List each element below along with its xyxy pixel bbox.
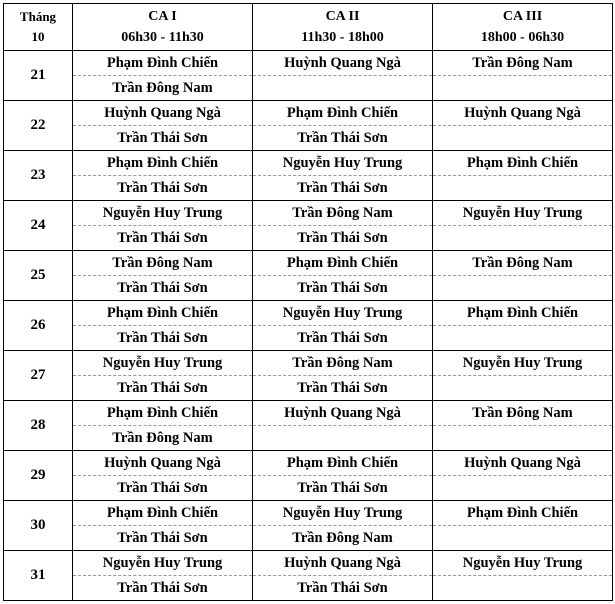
shift-header-ca1 bbox=[73, 4, 253, 51]
shift-cell-ca2 bbox=[253, 151, 433, 201]
shift-cell-ca2 bbox=[253, 51, 433, 101]
shift-cell-ca1 bbox=[73, 201, 253, 251]
secondary-staff-name: Trần Thái Sơn bbox=[117, 330, 208, 346]
primary-staff-name: Trần Đông Nam bbox=[253, 351, 432, 376]
secondary-staff-name bbox=[433, 426, 612, 450]
primary-staff-name: Huỳnh Quang Ngà bbox=[433, 451, 612, 476]
secondary-staff-name: Trần Thái Sơn bbox=[297, 580, 388, 596]
secondary-staff-name: Trần Đông Nam bbox=[112, 430, 213, 446]
primary-staff-name: Trần Đông Nam bbox=[433, 401, 612, 426]
shift-cell-ca1 bbox=[73, 301, 253, 351]
day-cell: 30 bbox=[4, 501, 73, 551]
primary-staff-name: Huỳnh Quang Ngà bbox=[253, 401, 432, 426]
day-cell: 25 bbox=[4, 251, 73, 301]
primary-staff-name: Phạm Đình Chiến bbox=[73, 401, 252, 426]
primary-staff-name: Phạm Đình Chiến bbox=[433, 301, 612, 326]
secondary-staff-name: Trần Thái Sơn bbox=[297, 380, 388, 396]
day-cell: 28 bbox=[4, 401, 73, 451]
secondary-staff-name: Trần Thái Sơn bbox=[297, 280, 388, 296]
primary-staff-name: Nguyễn Huy Trung bbox=[73, 351, 252, 376]
shift-name: CA II bbox=[325, 9, 360, 24]
shift-cell-ca2 bbox=[253, 301, 433, 351]
secondary-staff-name: Trần Thái Sơn bbox=[297, 330, 388, 346]
primary-staff-name: Nguyễn Huy Trung bbox=[433, 551, 612, 576]
primary-staff-name: Nguyễn Huy Trung bbox=[253, 151, 432, 176]
secondary-staff-name bbox=[433, 326, 612, 350]
shift-cell-ca3 bbox=[433, 301, 613, 351]
secondary-staff-name: Trần Thái Sơn bbox=[117, 180, 208, 196]
secondary-staff-name: Trần Đông Nam bbox=[112, 80, 213, 96]
secondary-staff-name bbox=[433, 576, 612, 600]
shift-cell-ca1 bbox=[73, 351, 253, 401]
secondary-staff-name bbox=[433, 476, 612, 500]
primary-staff-name: Trần Đông Nam bbox=[433, 251, 612, 276]
table-row bbox=[4, 51, 613, 101]
primary-staff-name: Phạm Đình Chiến bbox=[73, 301, 252, 326]
secondary-staff-name: Trần Thái Sơn bbox=[297, 180, 388, 196]
day-cell: 29 bbox=[4, 451, 73, 501]
shift-cell-ca3 bbox=[433, 451, 613, 501]
shift-cell-ca3 bbox=[433, 501, 613, 551]
primary-staff-name: Huỳnh Quang Ngà bbox=[253, 51, 432, 76]
shift-cell-ca3 bbox=[433, 51, 613, 101]
shift-time: 11h30 - 18h00 bbox=[301, 30, 384, 45]
primary-staff-name: Nguyễn Huy Trung bbox=[433, 201, 612, 226]
shift-cell-ca3 bbox=[433, 401, 613, 451]
shift-name: CA III bbox=[502, 9, 543, 24]
primary-staff-name: Trần Đông Nam bbox=[253, 201, 432, 226]
table-row bbox=[4, 401, 613, 451]
shift-time: 18h00 - 06h30 bbox=[480, 30, 565, 45]
secondary-staff-name bbox=[253, 426, 432, 450]
secondary-staff-name bbox=[433, 376, 612, 400]
table-row bbox=[4, 301, 613, 351]
table-row bbox=[4, 251, 613, 301]
secondary-staff-name: Trần Thái Sơn bbox=[117, 530, 208, 546]
shift-cell-ca3 bbox=[433, 251, 613, 301]
table-row bbox=[4, 351, 613, 401]
day-cell: 31 bbox=[4, 551, 73, 601]
shift-cell-ca3 bbox=[433, 551, 613, 601]
day-cell: 22 bbox=[4, 101, 73, 151]
table-header bbox=[4, 4, 613, 51]
shift-cell-ca1 bbox=[73, 451, 253, 501]
shift-cell-ca2 bbox=[253, 351, 433, 401]
primary-staff-name: Nguyễn Huy Trung bbox=[73, 551, 252, 576]
secondary-staff-name bbox=[433, 76, 612, 100]
secondary-staff-name: Trần Thái Sơn bbox=[297, 130, 388, 146]
shift-cell-ca2 bbox=[253, 451, 433, 501]
table-row bbox=[4, 451, 613, 501]
day-cell: 27 bbox=[4, 351, 73, 401]
header-row bbox=[4, 4, 613, 51]
secondary-staff-name: Trần Thái Sơn bbox=[117, 380, 208, 396]
primary-staff-name: Phạm Đình Chiến bbox=[253, 451, 432, 476]
primary-staff-name: Nguyễn Huy Trung bbox=[73, 201, 252, 226]
shift-cell-ca2 bbox=[253, 201, 433, 251]
day-cell: 26 bbox=[4, 301, 73, 351]
shift-cell-ca2 bbox=[253, 501, 433, 551]
shift-cell-ca1 bbox=[73, 551, 253, 601]
day-cell: 24 bbox=[4, 201, 73, 251]
primary-staff-name: Trần Đông Nam bbox=[433, 51, 612, 76]
secondary-staff-name: Trần Thái Sơn bbox=[117, 480, 208, 496]
primary-staff-name: Huỳnh Quang Ngà bbox=[73, 101, 252, 126]
month-label: Tháng bbox=[19, 9, 57, 24]
secondary-staff-name: Trần Đông Nam bbox=[292, 530, 393, 546]
month-header bbox=[4, 4, 73, 51]
shift-time: 06h30 - 11h30 bbox=[121, 30, 204, 45]
secondary-staff-name: Trần Thái Sơn bbox=[297, 480, 388, 496]
shift-cell-ca3 bbox=[433, 351, 613, 401]
secondary-staff-name bbox=[253, 76, 432, 100]
table-row bbox=[4, 501, 613, 551]
shift-cell-ca1 bbox=[73, 251, 253, 301]
primary-staff-name: Phạm Đình Chiến bbox=[433, 151, 612, 176]
secondary-staff-name bbox=[433, 226, 612, 250]
shift-header-ca3 bbox=[433, 4, 613, 51]
table-row bbox=[4, 151, 613, 201]
secondary-staff-name bbox=[433, 276, 612, 300]
shift-name: CA I bbox=[148, 9, 177, 24]
primary-staff-name: Phạm Đình Chiến bbox=[433, 501, 612, 526]
secondary-staff-name: Trần Thái Sơn bbox=[117, 130, 208, 146]
secondary-staff-name bbox=[433, 526, 612, 550]
shift-cell-ca1 bbox=[73, 51, 253, 101]
table-row bbox=[4, 201, 613, 251]
shift-cell-ca2 bbox=[253, 101, 433, 151]
primary-staff-name: Phạm Đình Chiến bbox=[73, 151, 252, 176]
secondary-staff-name bbox=[433, 126, 612, 150]
primary-staff-name: Nguyễn Huy Trung bbox=[253, 301, 432, 326]
shift-cell-ca3 bbox=[433, 201, 613, 251]
primary-staff-name: Phạm Đình Chiến bbox=[253, 251, 432, 276]
shift-cell-ca3 bbox=[433, 101, 613, 151]
primary-staff-name: Huỳnh Quang Ngà bbox=[253, 551, 432, 576]
shift-cell-ca3 bbox=[433, 151, 613, 201]
day-cell: 21 bbox=[4, 51, 73, 101]
primary-staff-name: Huỳnh Quang Ngà bbox=[73, 451, 252, 476]
shift-cell-ca1 bbox=[73, 101, 253, 151]
month-number: 10 bbox=[31, 29, 45, 44]
secondary-staff-name: Trần Thái Sơn bbox=[117, 230, 208, 246]
duty-schedule-table bbox=[3, 3, 613, 601]
primary-staff-name: Huỳnh Quang Ngà bbox=[433, 101, 612, 126]
day-cell: 23 bbox=[4, 151, 73, 201]
primary-staff-name: Phạm Đình Chiến bbox=[73, 51, 252, 76]
primary-staff-name: Nguyễn Huy Trung bbox=[433, 351, 612, 376]
table-row bbox=[4, 551, 613, 601]
table-body bbox=[4, 51, 613, 601]
shift-cell-ca1 bbox=[73, 151, 253, 201]
shift-cell-ca1 bbox=[73, 401, 253, 451]
primary-staff-name: Phạm Đình Chiến bbox=[73, 501, 252, 526]
shift-cell-ca2 bbox=[253, 401, 433, 451]
table-row bbox=[4, 101, 613, 151]
secondary-staff-name: Trần Thái Sơn bbox=[117, 280, 208, 296]
shift-cell-ca2 bbox=[253, 251, 433, 301]
primary-staff-name: Trần Đông Nam bbox=[73, 251, 252, 276]
primary-staff-name: Phạm Đình Chiến bbox=[253, 101, 432, 126]
secondary-staff-name: Trần Thái Sơn bbox=[117, 580, 208, 596]
secondary-staff-name: Trần Thái Sơn bbox=[297, 230, 388, 246]
shift-header-ca2 bbox=[253, 4, 433, 51]
secondary-staff-name bbox=[433, 176, 612, 200]
shift-cell-ca1 bbox=[73, 501, 253, 551]
shift-cell-ca2 bbox=[253, 551, 433, 601]
primary-staff-name: Nguyễn Huy Trung bbox=[253, 501, 432, 526]
